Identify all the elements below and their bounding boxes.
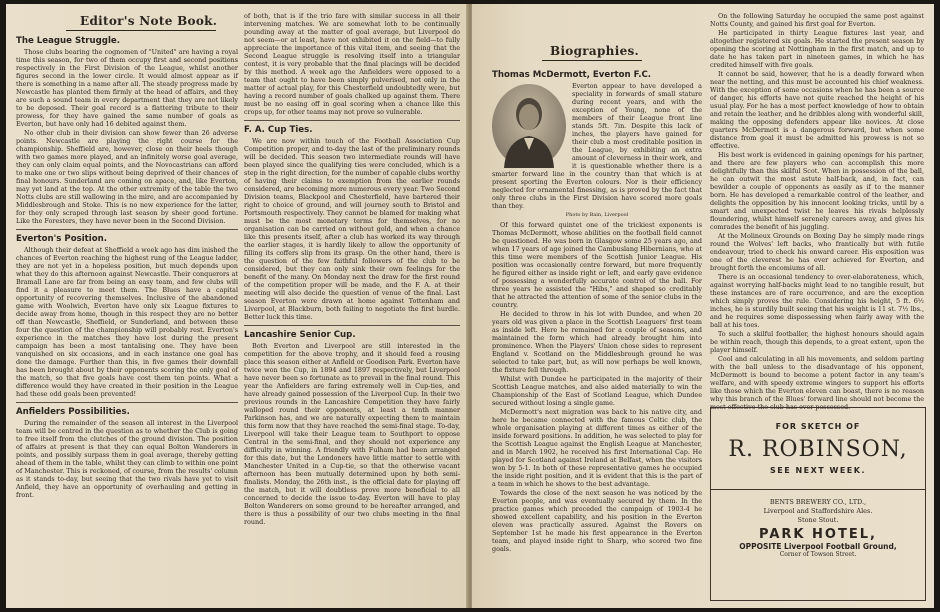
paragraph: His best work is evidenced in gaining openings for his partner, and there are few players who can accomplish this more delightfully than this skilful Scot. When in possession of the ball, he can outwit the most astute half-back, and, in fact, can bewilder a couple of opponents as easily as if to the manner born. He has developed a remarkable control of the leather, and delights the opposition by his innocent looking tricks, until by a smart and unexpected twist he leaves his rivals helplessly floundering, whilst himself serenely careers away, and gives his comrades the benefit of his juggling.	[710, 151, 924, 231]
paragraph: Cool and calculating in all his movements, and seldom parting with the ball unless to the disadvantage of his opponent, McDermott is bound to become a potent factor in any team's welfare, and with speedy extreme wingers to support his efforts like those which the Everton eleven can boast, there is no reason why this branch of the Blues' forward line should not become the most effective the club has ever possessed.	[710, 355, 924, 411]
paragraph: At the Molineux Grounds on Boxing Day he simply made rings round the Wolves' left backs, who frantically but with futile endeavour, tried to check his onward career. His exposition was one of the cleverest he has ever achieved for Everton, and brought forth the encomiums of all.	[710, 232, 924, 272]
right-column-1	[492, 66, 702, 598]
right-page	[472, 4, 934, 608]
paragraph: He participated in thirty League fixtures last year, and altogether registered six goals. He started the present season by opening the scoring at Nottingham in the first match, and up to date he has taken part in nineteen games, in which he has credited himself with five goals.	[710, 29, 924, 69]
paragraph: Of this forward quintet one of the trickiest exponents is Thomas McDermott, whose abilities on the football field cannot be questioned. He was born in Glasgow some 25 years ago, and when 17 years of age joined the Cambuslang Hibernians, who at this time were members of the Scottish Junior League. His position was occasionally centre forward, but more frequently he figured either as inside right or left, and early gave evidence of possessing a wonderfully accurate control of the ball. For three years he assisted the "Hibs," and shaped so creditably that he attracted the attention of some of the senior clubs in the country.	[492, 221, 702, 309]
editors-note-book-title: Editor's Note Book.	[80, 14, 218, 28]
paragraph: Although their defeat at Sheffield a week ago has dim inished the chances of Everton reaching the highest rung of the League ladder, they are not yet in a hopeless position, but much depends upon what they do this afternoon against Newcastle. Their conquerors at Bramall Lane are far from being an easy team, and few clubs will find it a pleasure to meet them. The Blues have a capital opportunity of recovering themselves. Inclusive of the abandoned game with Woolwich, Everton have only six League fixtures to decide away from home, though in this respect they are no better off than Newcastle, Sheffield, or Sunderland, and between these four the question of the championship will probably rest. Everton's experience in the matches they have lost during the present campaign has been a most tantalising one. They have been vanquished on six occasions, and in each instance one goal has done the damage. Further than this, in five games their downfall has been brought about by their opponents scoring the only goal of the match, so that five goals have cost them ten points. What a difference would they have created in their position in the League had these odd goals been prevented!	[16, 246, 238, 398]
divider	[244, 325, 460, 326]
ad-corner: Corner of Towson Street.	[779, 551, 857, 558]
ad-divider	[711, 489, 925, 490]
title-underline	[542, 60, 642, 61]
paragraph: No other club in their division can show fewer than 26 adverse points. Newcastle are playing the right course for the championship. Sheffield are, however, close on their heels though with two games more played, and an infinitely worse goal average, they can only claim equal points, and the Novocastrians can afford to make one or two slips without being deprived of their chances of final honours. Sunderland are coming on apace, and, like Everton, may yet land at the top. At the other extremity of the table the two Notts clubs are still wallowing in the mire, and are accompanied by Middlesbrough and Stoke. This is no new experience for the latter, for they only scraped through last season by sheer good fortune. Like the Foresters, they have never been in the Second Division.	[16, 129, 238, 225]
paragraph: We are now within touch of the Football Association Cup Competition proper, and to-day the last of the preliminary rounds will be decided. This season two intermediate rounds will have been played since the qualifying ties were concluded, which is a step in the right direction, for the number of capable clubs worthy of having their claims to exemption from the earlier rounds considered, are becoming more numerous every year. Two Second Division teams, Blackpool and Chesterfield, have bartered their right to choice of ground, and will journey south to Bristol and Portsmouth respectively. They cannot be blamed for making what must be the most monetary terms for themselves, for no organisation can be carried on without gold, and when a chance like this presents itself, after a club has worked its way through the earlier stages, it is hardly likely to allow the opportunity of filling its coffers slip from its grasp. On the other hand, there is the question of the few faithful followers of the club to be considered, but they can only sink their own feelings for the benefit of the many. On Monday next the draw for the first round of the competition proper will be made, and the F. A. at their meeting will also decide the question of venue of the final. Last season Everton were drawn at home against Tottenham and Liverpool, at Blackburn, both failing to negotiate the first hurdle. Better luck this time.	[244, 137, 460, 321]
heading-fa-cup-ties: F. A. Cup Ties.	[244, 125, 313, 135]
title-underline	[66, 30, 216, 31]
divider	[16, 229, 238, 230]
photo-caption: Photo by Bain, Liverpool	[565, 212, 629, 218]
paragraph: There is an occasional tendency to over-elaborateness, which, against worrying half-backs might lead to no tangible result, but these instances are of rare occurrence, and are the exception which simply proves the rule. Considering his height, 5 ft. 6½ inches, he is sturdily built seeing that his weight is 11 st. 7½ lbs., and he requires some dispossessing when fairly away with the ball at his toes.	[710, 273, 924, 329]
divider	[16, 402, 238, 403]
right-column-2	[710, 12, 924, 411]
paragraph: Towards the close of the next season he was noticed by the Everton people, and was eventually secured by them. In the practice games which preceded the campaign of 1903-4 he showed excellent capability, and his position in the Everton eleven was practically assured. Against the Rovers on September 1st he made his first appearance in the Everton team, and played inside right to Sharp, who scored two fine goals.	[492, 489, 702, 553]
paragraph: Everton appear to have developed a speciality in forwards of small stature during recent years, and with the exception of Young, none of the members of their League front line stands 5ft. 7in. Despite this lack of inches, the players have gained for their club a most creditable position in the League, by exhibiting an extra amount of cleverness in their work, and it is questionable whether there is a smarter forward line in the country than that which is at present sporting the Everton colours. Nor is their efficiency neglected for ornamental finessing, as is proved by the fact that only three clubs in the First Division have scored more goals than they.	[492, 82, 702, 210]
ad-ground: OPPOSITE Liverpool Football Ground,	[739, 542, 897, 551]
ad-stout: Stone Stout.	[797, 516, 839, 524]
portrait-figure-icon	[492, 84, 566, 168]
left-column-1	[16, 32, 238, 598]
divider	[244, 120, 460, 121]
heading-evertons-position: Everton's Position.	[16, 234, 108, 244]
paragraph: He decided to throw in his lot with Dundee, and when 20 years old was given a place in the Scottish Leaguers' first team as inside left. Here he remained for a couple of seasons, and maintained the form which had already brought him into prominence. When the Players' Union chose sides to represent England v. Scotland on the Middlesbrough ground he was selected to take part, but, as will now perhaps be well known, the fixture fell through.	[492, 310, 702, 374]
player-portrait	[492, 84, 566, 168]
magazine-spread	[6, 4, 934, 608]
ad-brewery-location: Liverpool and Staffordshire Ales.	[763, 507, 873, 515]
paragraph: McDermott's next migration was back to his native city, and here he became connected with the famous Celtic club, the whole organisation playing at different times as either of the inside forward positions. In addition, he was selected to play for the Scottish League against the English League at Manchester, and in March 1902, he received his first International Cap. He played for Scotland against Ireland at Belfast, when the visitors won by 5-1. In both of these representative games he occupied the inside right position, and it is evident that this is the part of a team in which he shows to the best advantage.	[492, 408, 702, 488]
paragraph: Both Everton and Liverpool are still interested in the competition for the above trophy, and it should feed a rousing place this season either at Anfield or Goodison Park. Everton have twice won the Cup, in 1894 and 1897 respectively, but Liverpool have never been so fortunate as to prevail in the final round. This year the Anfielders are faring extremely well in Cup-ties, and have already gained possession of the Liverpool Cup. In their two previous rounds in the Lancashire Competition they have fairly walloped round their opponents, at least a tenth manner Parkinson has, and we are naturally expecting them to maintain this form now that they have reached the semi-final stage. To-day, Liverpool will take their League team to Southport to oppose Central in the semi-final, and they should not experience any difficulty in winning. A friendly with Fulham had been arranged for this date, but the Londoners have little matter to settle with Manchester United in a Cup-tie, so that the otherwise vacant afternoon has been mutually determined upon by both semi-finalists. Monday, the 26th inst., is the official date for playing off the match, but it will doubtless prove more beneficial to all concerned to decide the issue to-day. Everton will have to play Bolton Wanderers on some ground to be hereafter arranged, and there is thus a possibility of our two clubs meeting in the final round.	[244, 342, 460, 526]
paragraph: It cannot be said, however, that he is a deadly forward when near the netting, and this must be accounted his chief weakness. With the exception of some occasions when he has been a source of danger, his efforts have not quite reached the height of his usual play. For he has a most perfect knowledge of how to obtain and retain the leather, and he dribbles along with wonderful skill, making the opposing defenders appear like novices. At close quarters McDermott is a dangerous forward, but when some distance from goal it must be admitted his prowess is not so effective.	[710, 70, 924, 150]
paragraph: Those clubs bearing the cognomen of "United" are having a royal time this season, for two of them occupy first and second positions respectively in the First Division of the League, whilst another figures second in the lower circle. It would almost appear as if there is something in a name after all. The steady progress made by Newcastle has planted them firmly at the head of affairs, and they are such a sound team in every department that they are not likely to be deposed. Their goal record is a flattering tribute to their prowess, for they have gained the same number of goals as Everton, but have only had 16 debited against them.	[16, 48, 238, 128]
ad-hotel-name: PARK HOTEL,	[759, 527, 877, 542]
heading-anfielders-possibilities: Anfielders Possibilities.	[16, 407, 130, 417]
biographies-title: Biographies.	[550, 44, 640, 58]
ad-sketch-line: FOR SKETCH OF	[775, 422, 861, 431]
paragraph: During the remainder of the season all interest in the Liverpool team will be centred in the question as to whether the Club is going to free itself from the clutches of the ground division. The position of affairs at present is that they can equal Bolton Wanderers in points, and possibly surpass them in goal average, thereby getting ahead of them in the table, whilst they can climb to within one point of Manchester. This is reckoned, of course, from the results' column as it stands to-day, but seeing that the two rivals have yet to visit Anfield, they have an opportunity of overhauling and getting in front.	[16, 419, 238, 499]
paragraph: Whilst with Dundee he participated in the majority of their Scottish League matches, and also aided materially to win the Championship of the East of Scotland League, which Dundee secured without losing a single game.	[492, 375, 702, 407]
ad-brewery: BENTS BREWERY CO., LTD.,	[769, 498, 867, 506]
ad-player-name: R. ROBINSON,	[728, 437, 908, 462]
left-column-2	[244, 12, 460, 598]
paragraph: of both, that is if the trio fare with similar success in all their intervening matches. We are somewhat loth to be continually pounding away at the matter of goal average, but Liverpool do not seem—or at least, have not exhibited it on the field—to fully appreciate the importance of this vital item, and seeing that the Second League struggle is resolving itself into a triangular contest, it is very probable that the final placings will be decided by this method. A week ago the Anfielders were opposed to a team that ought to have been simply pulverised, not only in the matter of actual play, for this Chesterfield undoubtedly were, but having a record number of goals chalked up against them. There must be no easing off in goal scoring when a chance like this crops up, for other teams may not prove so vulnerable.	[244, 12, 460, 116]
heading-league-struggle: The League Struggle.	[16, 36, 120, 46]
paragraph: On the following Saturday he occupied the same post against Notts County, and gained his first goal for Everton.	[710, 12, 924, 28]
heading-thomas-mcdermott: Thomas McDermott, Everton F.C.	[492, 70, 652, 80]
heading-lancashire-senior-cup: Lancashire Senior Cup.	[244, 330, 356, 340]
left-page	[6, 4, 468, 608]
advertisement-box	[710, 407, 926, 601]
ad-next-week: SEE NEXT WEEK.	[769, 466, 867, 475]
paragraph: To such a skilful footballer, the highest honours should again be within reach, though this depends, to a great extent, upon the player himself.	[710, 330, 924, 354]
